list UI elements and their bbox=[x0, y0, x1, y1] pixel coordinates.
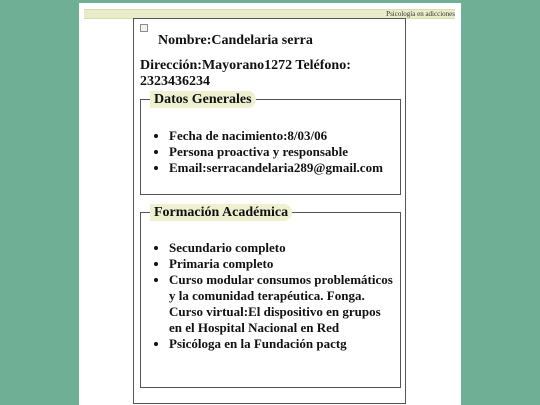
list-item: • Psicóloga en la Fundación pactg bbox=[169, 336, 396, 352]
list-item: • Curso modular consumos problemáticos y la comunidad terapéutica. Fonga. Curso virtual:El dispositivo en grupos en el Hospital Nacional en Red bbox=[169, 272, 396, 336]
formacion-academica-section bbox=[140, 205, 401, 388]
datos-generales-section bbox=[140, 92, 401, 195]
address-phone-line: Dirección:Mayorano1272 Teléfono: 2323436234 bbox=[140, 58, 351, 89]
page-sheet bbox=[79, 3, 461, 405]
datos-generales-list bbox=[141, 128, 396, 176]
formacion-academica-title: Formación Académica bbox=[150, 204, 292, 221]
name-line: Nombre:Candelaria serra bbox=[158, 33, 313, 48]
list-item: • Fecha de nacimiento:8/03/06 bbox=[169, 128, 396, 144]
formacion-academica-list bbox=[141, 240, 396, 352]
datos-generales-title: Datos Generales bbox=[150, 91, 256, 108]
list-item: • Email:serracandelaria289@gmail.com bbox=[169, 160, 396, 176]
cv-card bbox=[133, 18, 406, 404]
header-bar-text: Psicología en adicciones bbox=[386, 10, 455, 18]
list-item: • Secundario completo bbox=[169, 240, 396, 256]
list-item: • Primaria completo bbox=[169, 256, 396, 272]
broken-image-icon bbox=[140, 24, 148, 32]
list-item: • Persona proactiva y responsable bbox=[169, 144, 396, 160]
